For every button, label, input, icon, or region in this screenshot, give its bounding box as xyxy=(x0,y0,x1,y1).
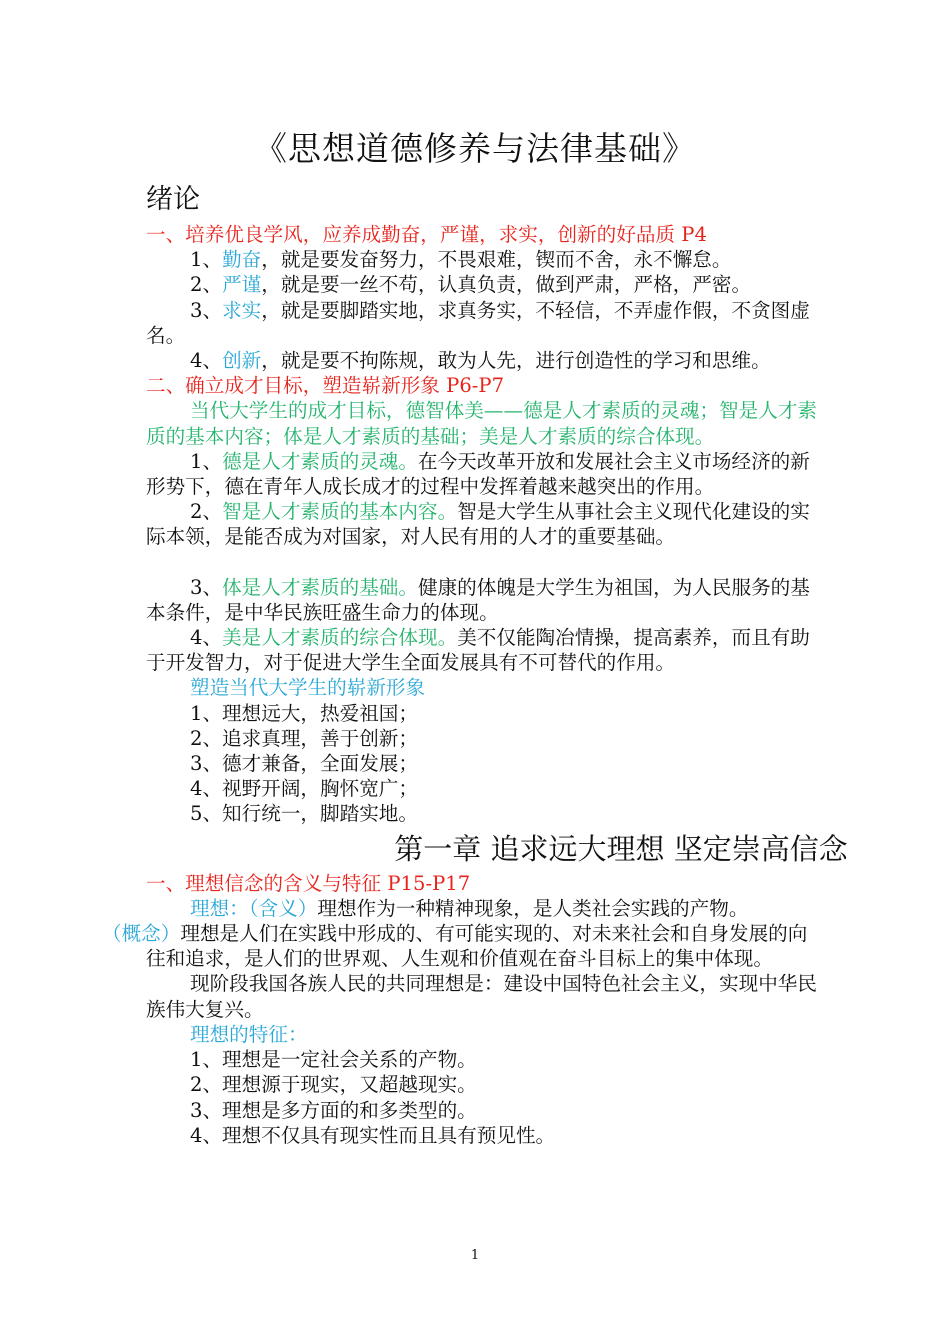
item-text: 美不仅能陶冶情操，提高素养，而且有助于开发智力，对于促进大学生全面发展具有不可替代的作用。 xyxy=(146,626,810,675)
list-item xyxy=(146,348,822,373)
list-item: 3、德才兼备，全面发展； xyxy=(190,752,418,776)
item-text: ，就是要一丝不苟，认真负责，做到严肃，严格，严密。 xyxy=(261,273,752,297)
list-item: 5、知行统一，脚踏实地。 xyxy=(190,802,418,826)
document-title: 《思想道德修养与法律基础》 xyxy=(254,129,696,168)
page-number: 1 xyxy=(470,1248,480,1263)
item-number: 3、 xyxy=(190,298,223,322)
item-text: ，就是要发奋努力，不畏艰难，锲而不舍，永不懈怠。 xyxy=(261,248,732,272)
item-number: 1、 xyxy=(190,248,223,272)
item-number: 3、 xyxy=(190,575,223,599)
meaning-text: 理想作为一种精神现象，是人类社会实践的产物。 xyxy=(317,896,749,920)
section-summary: 当代大学生的成才目标，德智体美——德是人才素质的灵魂；智是人才素质的基本内容；体是人才素质的基础；美是人才素质的综合体现。 xyxy=(146,399,817,448)
item-text: 在今天改革开放和发展社会主义市场经济的新形势下，德在青年人成长成才的过程中发挥着越来越突出的作用。 xyxy=(146,449,810,499)
list-item xyxy=(146,298,822,348)
item-number: 2、 xyxy=(190,500,223,524)
list-item xyxy=(146,625,822,675)
list-item xyxy=(146,247,822,272)
list-item: 1、理想是一定社会关系的产物。 xyxy=(190,1048,477,1072)
list-item: 2、追求真理，善于创新； xyxy=(190,726,418,750)
item-text: ，就是要脚踏实地，求真务实，不轻信，不弄虚作假，不贪图虚名。 xyxy=(146,298,810,347)
subsection-heading-new-image: 塑造当代大学生的崭新形象 xyxy=(190,676,426,700)
item-text: 智是大学生从事社会主义现代化建设的实际本领，是能否成为对国家，对人民有用的人才的重要基础。 xyxy=(146,500,810,549)
item-number: 1、 xyxy=(190,449,223,473)
item-keyword: 创新 xyxy=(222,349,262,373)
item-text: 健康的体魄是大学生为祖国，为人民服务的基本条件，是中华民族旺盛生命力的体现。 xyxy=(146,575,810,624)
item-keyword: 严谨 xyxy=(222,273,262,297)
intro-heading: 绪论 xyxy=(146,184,200,215)
item-number: 2、 xyxy=(190,273,223,297)
item-keyword: 求实 xyxy=(222,298,262,322)
list-item xyxy=(146,449,822,499)
features-heading: 理想的特征： xyxy=(190,1022,308,1046)
ideal-meaning xyxy=(102,896,822,972)
concept-label: （概念） xyxy=(102,922,181,946)
list-item: 2、理想源于现实，又超越现实。 xyxy=(190,1073,477,1097)
section-heading-study-style: 一、培养优良学风，应养成勤奋，严谨，求实，创新的好品质 P4 xyxy=(146,223,707,246)
concept-text: 理想是人们在实践中形成的、有可能实现的、对未来社会和自身发展的向往和追求，是人们的世界观、人生观和价值观在奋斗目标上的集中体现。 xyxy=(146,922,808,971)
blank-line xyxy=(146,550,822,575)
list-item: 3、理想是多方面的和多类型的。 xyxy=(190,1098,477,1122)
section-heading-ideal-belief: 一、理想信念的含义与特征 P15-P17 xyxy=(146,871,471,895)
list-item xyxy=(146,272,822,297)
list-item: 4、理想不仅具有现实性而且具有预见性。 xyxy=(190,1123,556,1147)
item-keyword: 勤奋 xyxy=(222,248,262,272)
list-item xyxy=(146,499,822,549)
common-ideal: 现阶段我国各族人民的共同理想是：建设中国特色社会主义，实现中华民族伟大复兴。 xyxy=(146,972,817,1021)
item-keyword: 体是人才素质的基础。 xyxy=(222,575,418,599)
item-keyword: 德是人才素质的灵魂。 xyxy=(222,449,418,473)
item-number: 4、 xyxy=(190,349,223,373)
ideal-label: 理想： xyxy=(190,896,249,920)
item-keyword: 美是人才素质的综合体现。 xyxy=(222,626,458,650)
meaning-label: （含义） xyxy=(248,896,318,920)
chapter-title: 第一章 追求远大理想 坚定崇高信念 xyxy=(394,831,848,866)
item-number: 4、 xyxy=(190,626,223,650)
item-text: ，就是要不拘陈规，敢为人先，进行创造性的学习和思维。 xyxy=(261,349,771,373)
section-heading-talent-goal: 二、确立成才目标，塑造崭新形象 P6-P7 xyxy=(146,374,505,398)
document-body xyxy=(102,222,848,1148)
list-item: 4、视野开阔，胸怀宽广； xyxy=(190,777,418,801)
item-keyword: 智是人才素质的基本内容。 xyxy=(222,500,458,524)
list-item: 1、理想远大，热爱祖国； xyxy=(190,701,418,725)
list-item xyxy=(146,575,822,625)
